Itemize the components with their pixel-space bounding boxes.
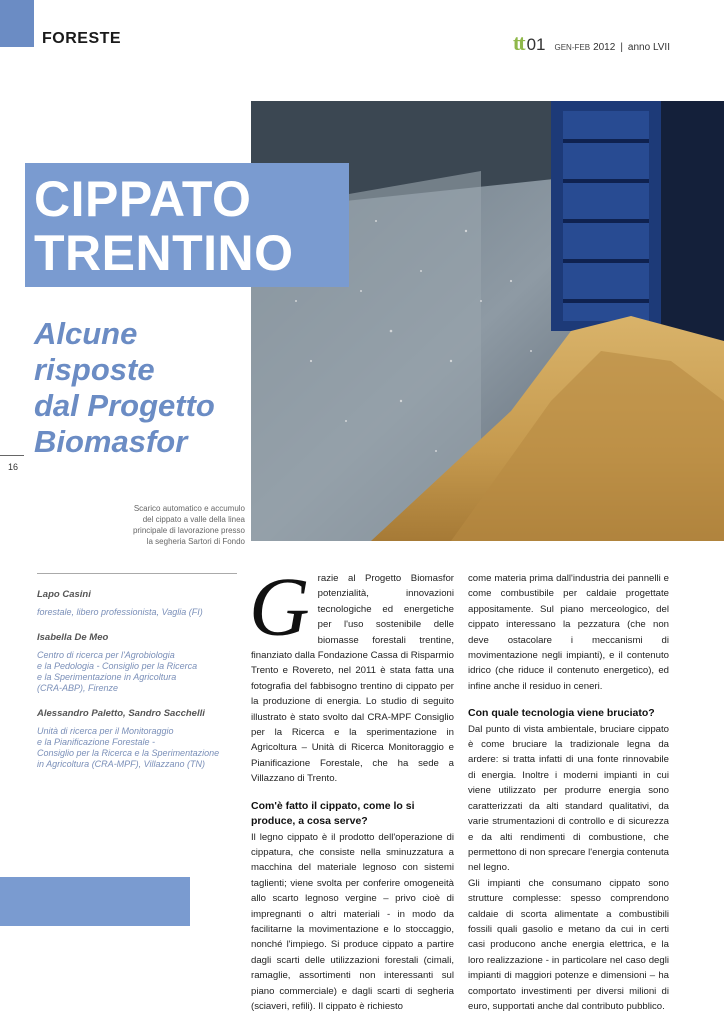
- author-name: Isabella De Meo: [37, 632, 109, 643]
- affiliation-line: e la Sperimentazione in Agricoltura: [37, 672, 177, 682]
- article-column-2: [468, 571, 669, 1014]
- issue-volume: anno LVII: [627, 42, 670, 53]
- caption-line: principale di lavorazione presso: [132, 526, 245, 535]
- affiliation-line: e la Pedologia - Consiglio per la Ricerca: [37, 661, 198, 671]
- section-name: FORESTE: [42, 30, 122, 47]
- affiliation-line: Unità di ricerca per il Monitoraggio: [37, 726, 174, 736]
- subtitle-line: risposte: [34, 352, 155, 387]
- article-title-line-2: TRENTINO: [34, 225, 294, 281]
- affiliation-line: forestale, libero professionista, Vaglia (FI): [37, 607, 203, 617]
- page-number: 16: [8, 462, 19, 472]
- authors-divider: [37, 573, 237, 574]
- caption-line: la segheria Sartori di Fondo: [146, 537, 245, 546]
- author-name: Alessandro Paletto, Sandro Sacchelli: [37, 708, 205, 719]
- section-heading: Con quale tecnologia viene bruciato?: [468, 707, 655, 720]
- section-heading: Com'è fatto il cippato, come lo si produce, a cosa serve?: [251, 799, 415, 828]
- article-intro: [249, 561, 454, 787]
- authors-block: [37, 575, 237, 770]
- subtitle-line: Biomasfor: [34, 424, 188, 459]
- article-column-1: [249, 561, 454, 1014]
- article-paragraph: Dal punto di vista ambientale, bruciare cippato è come bruciare la tradizionale legna da ardere: si tratta infatti di una fonte rinnovabile di energia. Inoltre i moderni impianti in cui viene utilizzato per produrre energia sono caratterizzati da alti standard qualitativi, da varie strumentazioni di controllo e di sicurezza e da alti rendimenti di combustione, che permettono di non sprecare l'energia contenuta nel legno.: [468, 723, 669, 874]
- drop-cap: G: [249, 561, 310, 654]
- issue-date: GEN-FEB: [554, 43, 591, 52]
- issue-separator: |: [620, 42, 623, 53]
- issue-info: [513, 30, 670, 56]
- photo-caption: [110, 503, 245, 547]
- affiliation-line: e la Pianificazione Forestale -: [37, 737, 156, 747]
- author-name: Lapo Casini: [37, 589, 91, 600]
- affiliation-line: in Agricoltura (CRA-MPF), Villazzano (TN): [37, 759, 206, 769]
- page-number-rule: [0, 455, 24, 456]
- author-affiliation: [37, 650, 237, 694]
- article-paragraph: Il legno cippato è il prodotto dell'operazione di cippatura, che consiste nella sminuzzatura a macchina del materiale legnoso con sistemi taglienti; viene svolta per conferire omogeneità allo scarto legnoso vergine – privo cioè di impregnanti o altri materiali - in modo da facilitarne la movimentazione e lo stoccaggio, nonché l'impiego. Si produce cippato a partire dagli scarti delle utilizzazioni forestali (cimali, ramaglie, assortimenti non interessanti sul piano commerciale) e dagli scarti di segheria (sciaveri, refili). Il cippato è richiesto: [251, 831, 454, 1012]
- caption-line: del cippato a valle della linea: [142, 515, 245, 524]
- decorative-blue-bar: [0, 877, 190, 926]
- caption-line: Scarico automatico e accumulo: [133, 504, 245, 513]
- author-affiliation: [37, 726, 237, 770]
- article-paragraph: come materia prima dall'industria dei pannelli e come combustibile per caldaie progettate appositamente. Sul piano merceologico, del cippato interessano la pezzatura (che non deve ostacolare i meccanismi di movimentazione negli impianti), e il contenuto idrico (che riduce il contenuto energetico), ed infine anche il residuo in ceneri.: [468, 573, 669, 692]
- issue-year: 2012: [593, 42, 616, 53]
- article-title-line-1: CIPPATO: [34, 171, 252, 227]
- intro-text: razie al Progetto Biomasfor potenzialità, innovazioni tecnologiche ed energetiche per l'uso sostenibile delle biomasse forestali trentine, finanziato dalla Fondazione Cassa di Risparmio Trento e Rovereto, nel 2011 è stata fatta una fotografia del fabbisogno trentino di cippato per la produzione di energia. Lo studio di seguito illustrato è stato svolto dal CRA-MPF Consiglio per la Ricerca e la sperimentazione in Agricoltura – Unità di Ricerca Monitoraggio e Pianificazione Forestale, che ha sede a Villazzano di Trento.: [251, 573, 454, 785]
- corner-color-block: [0, 0, 34, 47]
- issue-number: 01: [526, 35, 546, 54]
- affiliation-line: Centro di ricerca per l'Agrobiologia: [37, 650, 175, 660]
- magazine-logo: tt: [512, 30, 524, 55]
- affiliation-line: Consiglio per la Ricerca e la Sperimentazione: [37, 748, 220, 758]
- affiliation-line: (CRA-ABP), Firenze: [37, 683, 119, 693]
- article-paragraph: Gli impianti che consumano cippato sono strutture complesse: spesso comprendono caldaie di scorta alimentate a combustibili fossili quali gasolio e metano da cui in certi casi producono anche energia elettrica, e la loro realizzazione - in particolare nel caso degli impianti di maggiori potenze e dimensioni – ha comportato investimenti per diversi milioni di euro, supportati anche dal contributo pubblico.: [468, 877, 669, 1012]
- subtitle-line: Alcune: [34, 316, 138, 351]
- subtitle-line: dal Progetto: [34, 388, 215, 423]
- author-affiliation: [37, 607, 237, 618]
- article-subtitle: [34, 316, 254, 460]
